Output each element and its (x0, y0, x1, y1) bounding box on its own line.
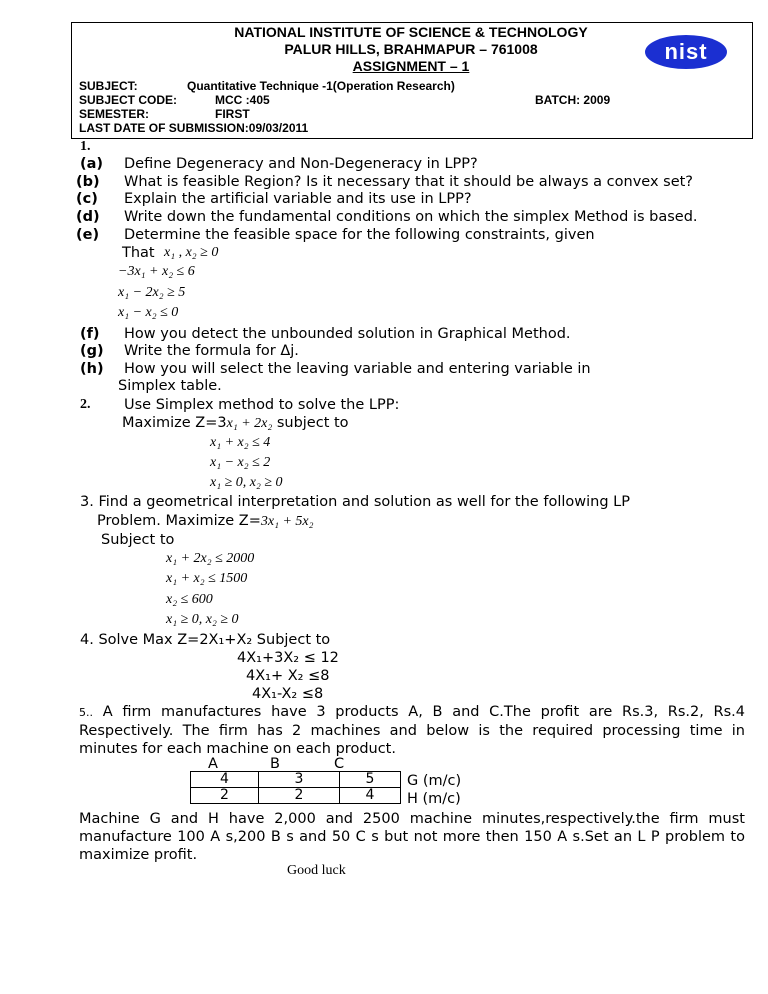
q1h-text: How you will select the leaving variable and entering variable in (124, 361, 591, 377)
q2-objective-prefix: Maximize Z=3 (122, 415, 227, 431)
q5-paragraph-2: Machine G and H have 2,000 and 2500 machine minutes,respectively.the firm must manufacture 100 A s,200 B s and 50 C s but not more then 150 A s.Set an L P problem to maximize profit. (79, 811, 745, 863)
good-luck: Good luck (287, 863, 346, 878)
q1c-text: Explain the artificial variable and its use in LPP? (124, 191, 472, 207)
q3-constraint-2: x₁ + x₂ ≤ 1500 (166, 571, 248, 586)
q3-constraint-3: x₂ ≤ 600 (166, 592, 213, 607)
q3-objective-math: 3x₁ + 5x₂ (260, 514, 314, 529)
subject-value: Quantitative Technique -1(Operation Research) (187, 79, 455, 93)
q1h-text-continued: Simplex table. (118, 378, 222, 394)
q1g-label: (g) (80, 343, 104, 359)
subject-code-label: SUBJECT CODE: (79, 93, 178, 107)
nist-logo: nist (645, 35, 727, 69)
table-cell: 5 (340, 772, 401, 788)
subject-code-value: MCC :405 (215, 93, 270, 107)
last-date: LAST DATE OF SUBMISSION:09/03/2011 (79, 121, 309, 135)
q1b-text: What is feasible Region? Is it necessary that it should be always a convex set? (124, 174, 693, 190)
q1e-given: That (122, 245, 155, 261)
q4-constraint-3: 4X₁-X₂ ≤8 (252, 686, 324, 702)
q3-objective (97, 513, 314, 530)
table-cell: 2 (259, 788, 340, 804)
q1-number: 1. (80, 139, 91, 154)
institute-address: PALUR HILLS, BRAHMAPUR – 761008 (284, 41, 538, 57)
q2-number: 2. (80, 397, 91, 412)
institute-name: NATIONAL INSTITUTE OF SCIENCE & TECHNOLOGY (234, 24, 588, 40)
q5-paragraph-1 (79, 703, 745, 758)
q1h-label: (h) (80, 361, 104, 377)
q1b-label: (b) (76, 174, 100, 190)
q3-objective-prefix: Problem. Maximize Z= (97, 513, 261, 529)
q1c-label: (c) (76, 191, 98, 207)
table-cell: 3 (259, 772, 340, 788)
q5-number: 5.. (79, 706, 93, 719)
q1e-constraint-2: x₁ − 2x₂ ≥ 5 (118, 285, 186, 300)
q5-col-header-c: C (334, 756, 345, 772)
q1e-text: Determine the feasible space for the following constraints, given (124, 227, 595, 243)
assignment-title: ASSIGNMENT – 1 (352, 58, 470, 74)
q4-line1: 4. Solve Max Z=2X₁+X₂ Subject to (80, 632, 331, 648)
q5-paragraph-1-text: A firm manufactures have 3 products A, B and C.The profit are Rs.3, Rs.2, Rs.4 Respectively. The firm has 2 machines and below is the required processing time in minutes for each machine on each product. (79, 704, 746, 757)
q1e-constraint-3: x₁ − x₂ ≤ 0 (118, 305, 179, 320)
table-cell: 4 (340, 788, 401, 804)
q1a-text: Define Degeneracy and Non-Degeneracy in LPP? (124, 156, 478, 172)
q3-subject-to: Subject to (101, 532, 175, 548)
q5-col-header-a: A (208, 756, 218, 772)
table-row (191, 772, 401, 788)
subject-label: SUBJECT: (79, 79, 138, 93)
q4-constraint-2: 4X₁+ X₂ ≤8 (246, 668, 330, 684)
q2-objective (122, 415, 349, 432)
q2-line1: Use Simplex method to solve the LPP: (124, 397, 400, 413)
q2-constraint-1: x₁ + x₂ ≤ 4 (210, 435, 271, 450)
table-row (191, 788, 401, 804)
table-cell: 4 (191, 772, 259, 788)
q3-constraint-1: x₁ + 2x₂ ≤ 2000 (166, 551, 255, 566)
batch: BATCH: 2009 (535, 93, 611, 107)
q1f-text: How you detect the unbounded solution in Graphical Method. (124, 326, 571, 342)
q1e-constraint-1: −3x₁ + x₂ ≤ 6 (118, 264, 195, 279)
q3-line1: 3. Find a geometrical interpretation and solution as well for the following LP (80, 494, 630, 510)
q5-row-label-h: H (m/c) (407, 791, 461, 807)
q5-col-header-b: B (270, 756, 280, 772)
processing-time-table (190, 771, 401, 804)
q1g-text: Write the formula for Δj. (124, 343, 299, 359)
semester-value: FIRST (215, 107, 250, 121)
q4-constraint-1: 4X₁+3X₂ ≤ 12 (237, 650, 339, 666)
q2-constraint-2: x₁ − x₂ ≤ 2 (210, 455, 271, 470)
q2-objective-math: x₁ + 2x₂ (226, 416, 273, 431)
q2-constraint-3: x₁ ≥ 0, x₂ ≥ 0 (210, 475, 283, 490)
q1e-label: (e) (76, 227, 100, 243)
q3-constraint-4: x₁ ≥ 0, x₂ ≥ 0 (166, 612, 239, 627)
q1d-label: (d) (76, 209, 100, 225)
q2-objective-suffix: subject to (276, 415, 349, 431)
q1d-text: Write down the fundamental conditions on which the simplex Method is based. (124, 209, 698, 225)
q1e-constraint-0: x₁ , x₂ ≥ 0 (164, 245, 219, 260)
semester-label: SEMESTER: (79, 107, 150, 121)
table-cell: 2 (191, 788, 259, 804)
q1f-label: (f) (80, 326, 100, 342)
q5-row-label-g: G (m/c) (407, 773, 462, 789)
q1a-label: (a) (80, 156, 104, 172)
